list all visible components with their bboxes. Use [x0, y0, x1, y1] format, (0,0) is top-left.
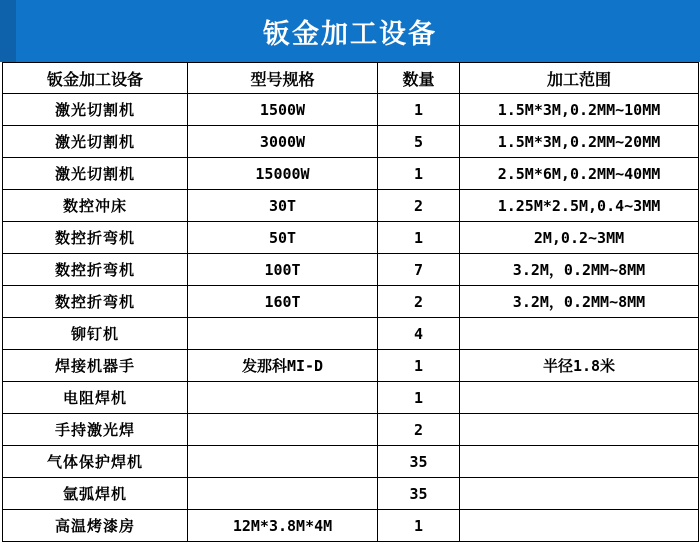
- cell-qty: 1: [378, 510, 460, 542]
- cell-model: 15000W: [188, 158, 378, 190]
- table-row: [3, 446, 699, 478]
- cell-model: 12M*3.8M*4M: [188, 510, 378, 542]
- table-row: [3, 190, 699, 222]
- cell-model: 50T: [188, 222, 378, 254]
- cell-model: 3000W: [188, 126, 378, 158]
- cell-qty: 2: [378, 414, 460, 446]
- cell-name: 铆钉机: [3, 318, 188, 350]
- cell-qty: 1: [378, 382, 460, 414]
- cell-range: [460, 414, 699, 446]
- table-row: [3, 222, 699, 254]
- table-container: [0, 62, 700, 542]
- cell-name: 数控折弯机: [3, 286, 188, 318]
- column-header-name: 钣金加工设备: [3, 63, 188, 94]
- cell-name: 焊接机器手: [3, 350, 188, 382]
- cell-name: 激光切割机: [3, 126, 188, 158]
- cell-range: [460, 446, 699, 478]
- table-row: [3, 478, 699, 510]
- table-row: [3, 94, 699, 126]
- column-header-qty: 数量: [378, 63, 460, 94]
- cell-model: 160T: [188, 286, 378, 318]
- cell-name: 数控折弯机: [3, 254, 188, 286]
- table-head: [3, 63, 699, 94]
- table-header-row: [3, 63, 699, 94]
- cell-name: 氩弧焊机: [3, 478, 188, 510]
- cell-qty: 1: [378, 350, 460, 382]
- cell-qty: 1: [378, 222, 460, 254]
- cell-range: 3.2M，0.2MM~8MM: [460, 254, 699, 286]
- cell-qty: 5: [378, 126, 460, 158]
- cell-name: 高温烤漆房: [3, 510, 188, 542]
- cell-range: [460, 478, 699, 510]
- cell-name: 手持激光焊: [3, 414, 188, 446]
- page-header: [0, 0, 700, 62]
- cell-range: [460, 382, 699, 414]
- cell-range: 1.5M*3M,0.2MM~20MM: [460, 126, 699, 158]
- page-title: 钣金加工设备: [263, 18, 437, 49]
- cell-range: 2M,0.2~3MM: [460, 222, 699, 254]
- cell-model: [188, 414, 378, 446]
- table-body: [3, 94, 699, 542]
- cell-name: 气体保护焊机: [3, 446, 188, 478]
- table-row: [3, 286, 699, 318]
- cell-model: 1500W: [188, 94, 378, 126]
- cell-model: [188, 446, 378, 478]
- cell-range: 2.5M*6M,0.2MM~40MM: [460, 158, 699, 190]
- table-row: [3, 382, 699, 414]
- bottom-spacer: [0, 542, 700, 550]
- cell-qty: 1: [378, 158, 460, 190]
- cell-name: 电阻焊机: [3, 382, 188, 414]
- cell-range: 1.25M*2.5M,0.4~3MM: [460, 190, 699, 222]
- cell-name: 数控冲床: [3, 190, 188, 222]
- table-row: [3, 350, 699, 382]
- equipment-table: [2, 62, 699, 542]
- cell-model: [188, 318, 378, 350]
- cell-model: [188, 382, 378, 414]
- cell-range: [460, 318, 699, 350]
- cell-model: 发那科MI-D: [188, 350, 378, 382]
- cell-range: 3.2M，0.2MM~8MM: [460, 286, 699, 318]
- cell-range: 半径1.8米: [460, 350, 699, 382]
- table-row: [3, 254, 699, 286]
- cell-name: 激光切割机: [3, 158, 188, 190]
- cell-name: 激光切割机: [3, 94, 188, 126]
- cell-model: 30T: [188, 190, 378, 222]
- column-header-range: 加工范围: [460, 63, 699, 94]
- table-row: [3, 158, 699, 190]
- table-row: [3, 126, 699, 158]
- cell-qty: 2: [378, 190, 460, 222]
- cell-qty: 35: [378, 446, 460, 478]
- cell-qty: 1: [378, 94, 460, 126]
- cell-name: 数控折弯机: [3, 222, 188, 254]
- cell-model: 100T: [188, 254, 378, 286]
- cell-model: [188, 478, 378, 510]
- cell-range: 1.5M*3M,0.2MM~10MM: [460, 94, 699, 126]
- cell-qty: 2: [378, 286, 460, 318]
- column-header-model: 型号规格: [188, 63, 378, 94]
- cell-qty: 7: [378, 254, 460, 286]
- table-row: [3, 318, 699, 350]
- table-row: [3, 414, 699, 446]
- cell-qty: 4: [378, 318, 460, 350]
- cell-qty: 35: [378, 478, 460, 510]
